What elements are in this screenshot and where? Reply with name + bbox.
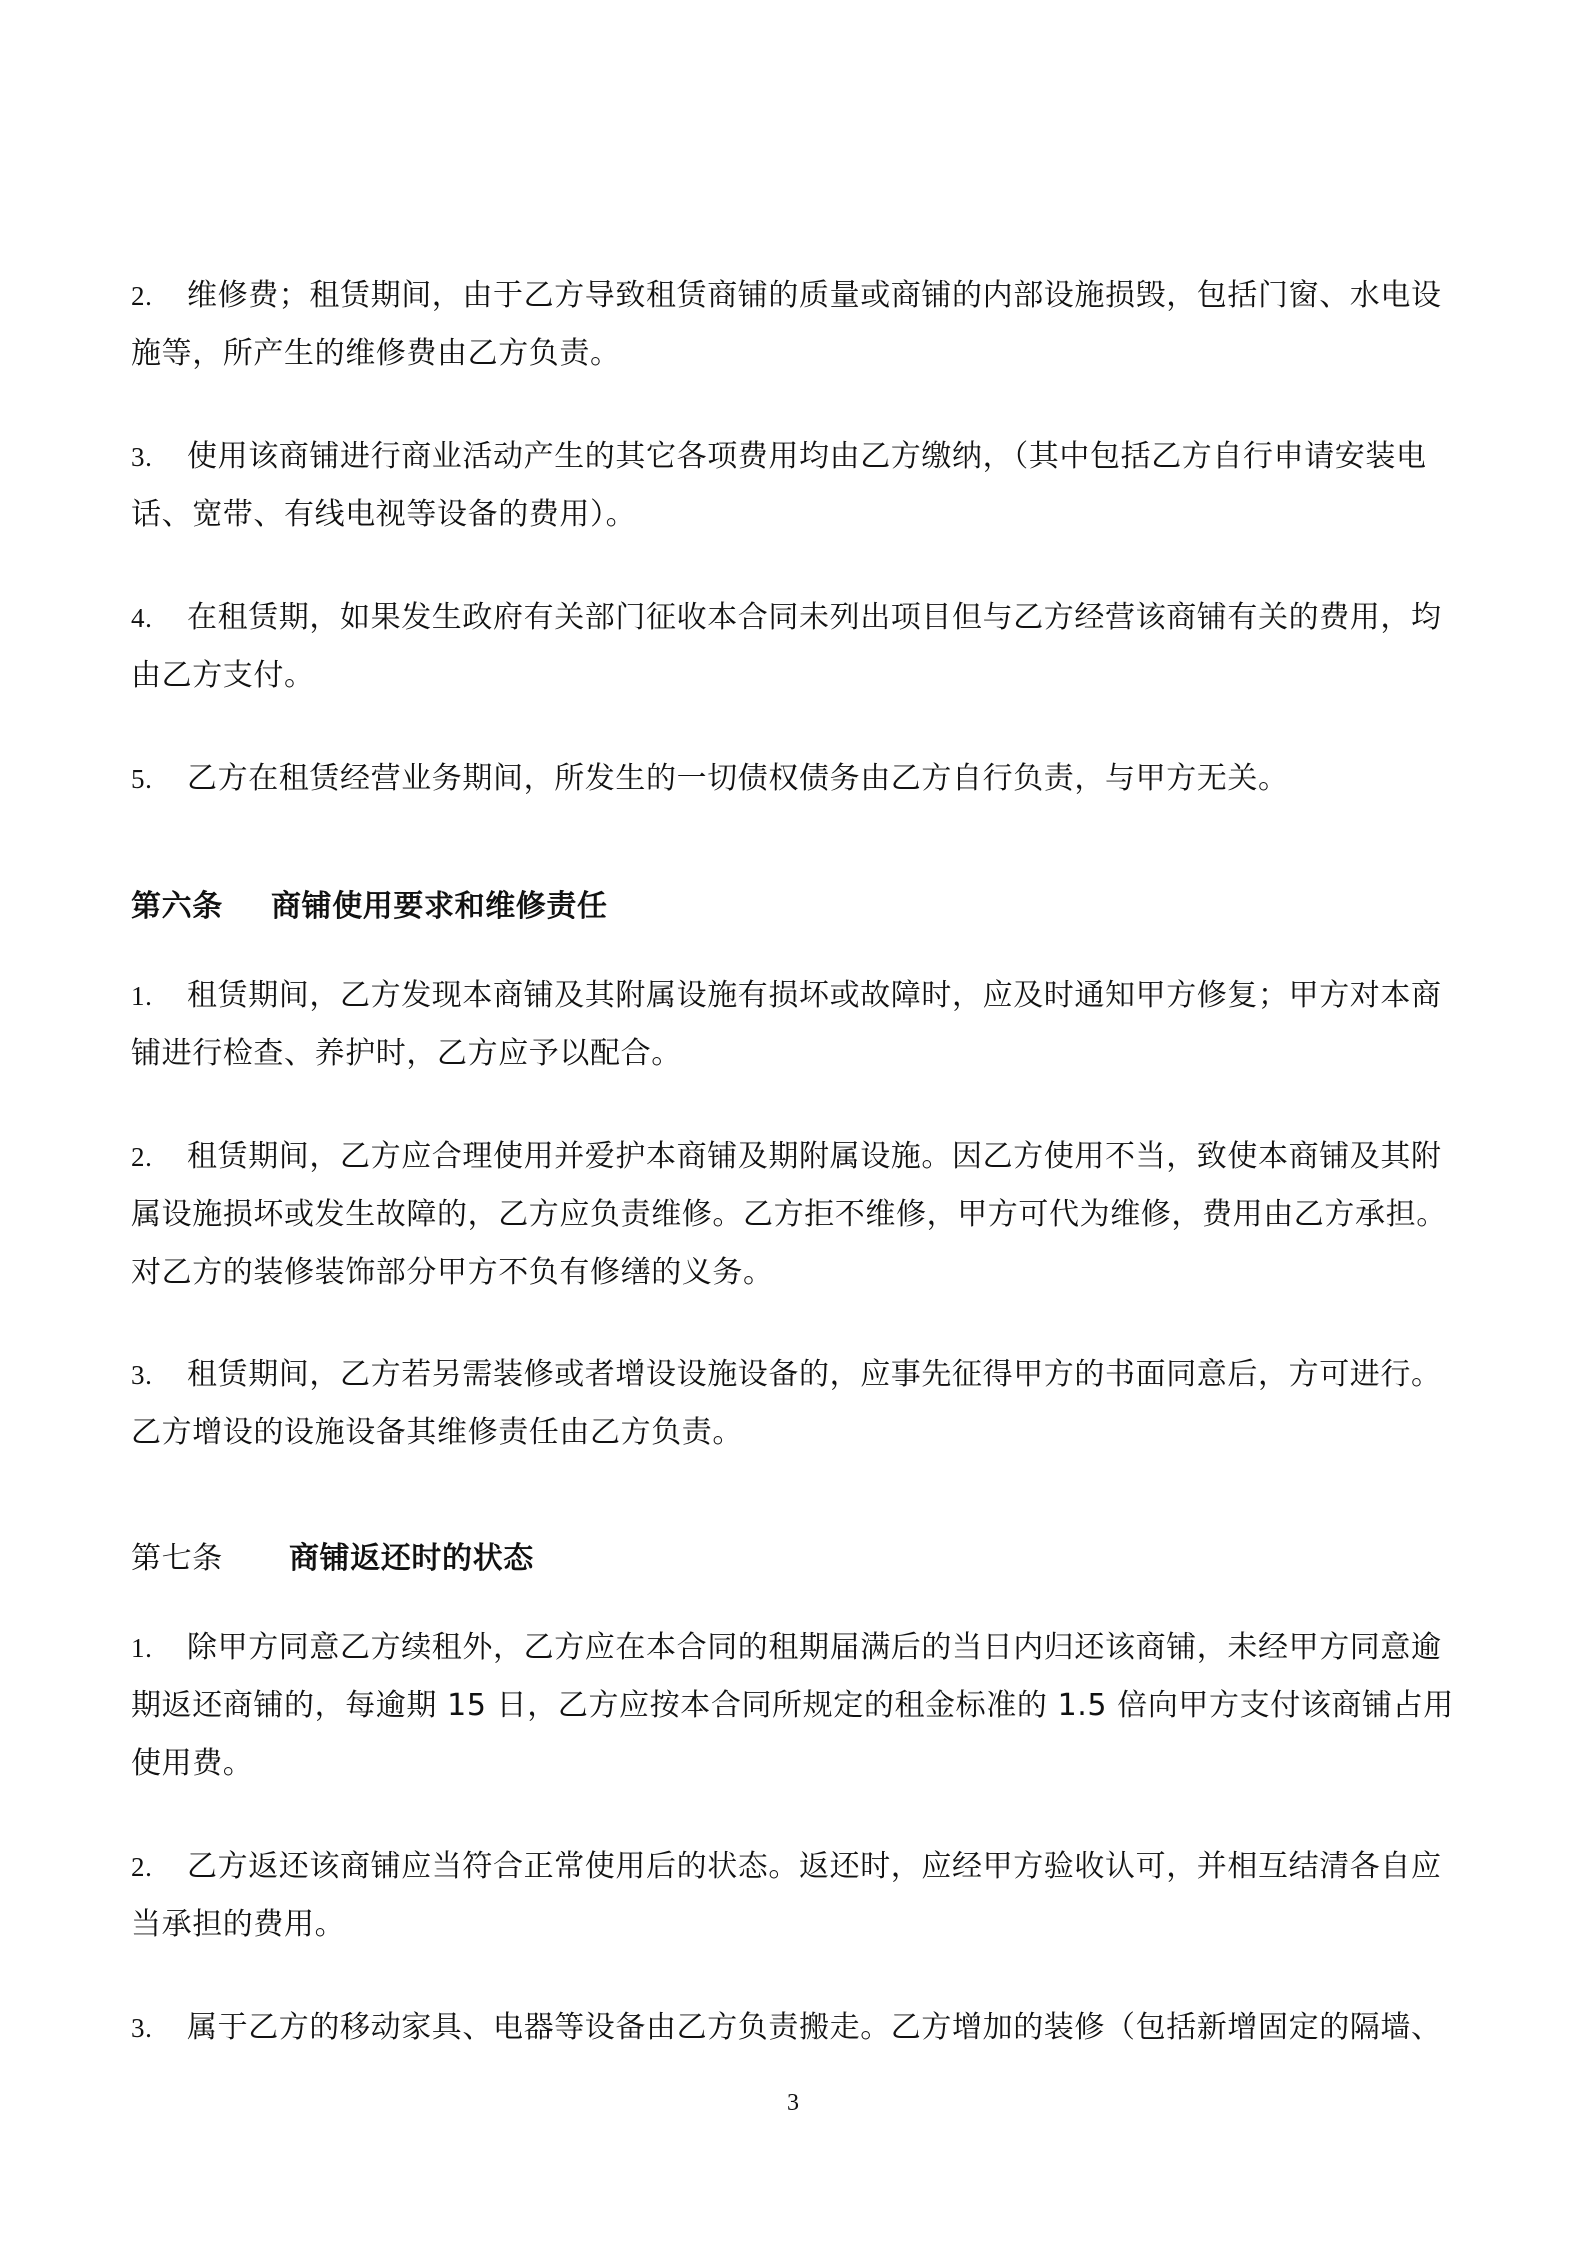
item-text: 租赁期间，乙方发现本商铺及其附属设施有损坏或故障时，应及时通知甲方修复；甲方对本商铺进行检查、养护时，乙方应予以配合。 — [131, 978, 1442, 1071]
article-label: 第六条 — [131, 889, 223, 924]
item-text: 租赁期间，乙方若另需装修或者增设设施设备的，应事先征得甲方的书面同意后，方可进行。乙方增设的设施设备其维修责任由乙方负责。 — [131, 1357, 1442, 1450]
article-label: 第七条 — [131, 1541, 223, 1576]
article7-item-3 — [131, 1999, 1471, 2057]
item-text: 除甲方同意乙方续租外，乙方应在本合同的租期届满后的当日内归还该商铺，未经甲方同意逾期返还商铺的，每逾期 15 日，乙方应按本合同所规定的租金标准的 1.5 倍向甲方支付该商铺占用使用费。 — [131, 1630, 1454, 1781]
item-text: 乙方在租赁经营业务期间，所发生的一切债权债务由乙方自行负责，与甲方无关。 — [187, 761, 1289, 796]
item-text: 使用该商铺进行商业活动产生的其它各项费用均由乙方缴纳，（其中包括乙方自行申请安装电话、宽带、有线电视等设备的费用）。 — [131, 439, 1427, 532]
item-number: 3. — [131, 2013, 153, 2043]
article6-item-2 — [131, 1128, 1471, 1302]
item-text: 维修费；租赁期间，由于乙方导致租赁商铺的质量或商铺的内部设施损毁，包括门窗、水电设施等，所产生的维修费由乙方负责。 — [131, 278, 1442, 371]
item-number: 3. — [131, 442, 153, 472]
article7-item-2 — [131, 1838, 1471, 1954]
item-text: 乙方返还该商铺应当符合正常使用后的状态。返还时，应经甲方验收认可，并相互结清各自应当承担的费用。 — [131, 1849, 1442, 1942]
article-title: 商铺使用要求和维修责任 — [271, 889, 608, 924]
article6-heading — [131, 878, 1471, 936]
item-number: 1. — [131, 981, 153, 1011]
article-title: 商铺返还时的状态 — [289, 1541, 534, 1576]
section5-item-3 — [131, 428, 1471, 544]
item-number: 5. — [131, 764, 153, 794]
article7-heading — [131, 1530, 1471, 1588]
item-text: 在租赁期，如果发生政府有关部门征收本合同未列出项目但与乙方经营该商铺有关的费用，均由乙方支付。 — [131, 600, 1442, 693]
item-number: 2. — [131, 281, 153, 311]
item-number: 3. — [131, 1360, 153, 1390]
item-number: 2. — [131, 1852, 153, 1882]
item-text: 租赁期间，乙方应合理使用并爱护本商铺及期附属设施。因乙方使用不当，致使本商铺及其附属设施损坏或发生故障的，乙方应负责维修。乙方拒不维修，甲方可代为维修，费用由乙方承担。对乙方的装修装饰部分甲方不负有修缮的义务。 — [131, 1139, 1447, 1290]
section5-item-5 — [131, 750, 1471, 808]
item-number: 1. — [131, 1633, 153, 1663]
page-number: 3 — [787, 2090, 799, 2116]
section5-item-2 — [131, 267, 1471, 383]
item-number: 2. — [131, 1142, 153, 1172]
article6-item-3 — [131, 1346, 1471, 1462]
item-text: 属于乙方的移动家具、电器等设备由乙方负责搬走。乙方增加的装修（包括新增固定的隔墙、 — [187, 2010, 1442, 2045]
article7-item-1 — [131, 1619, 1471, 1793]
section5-item-4 — [131, 589, 1471, 705]
article6-item-1 — [131, 967, 1471, 1083]
item-number: 4. — [131, 603, 153, 633]
